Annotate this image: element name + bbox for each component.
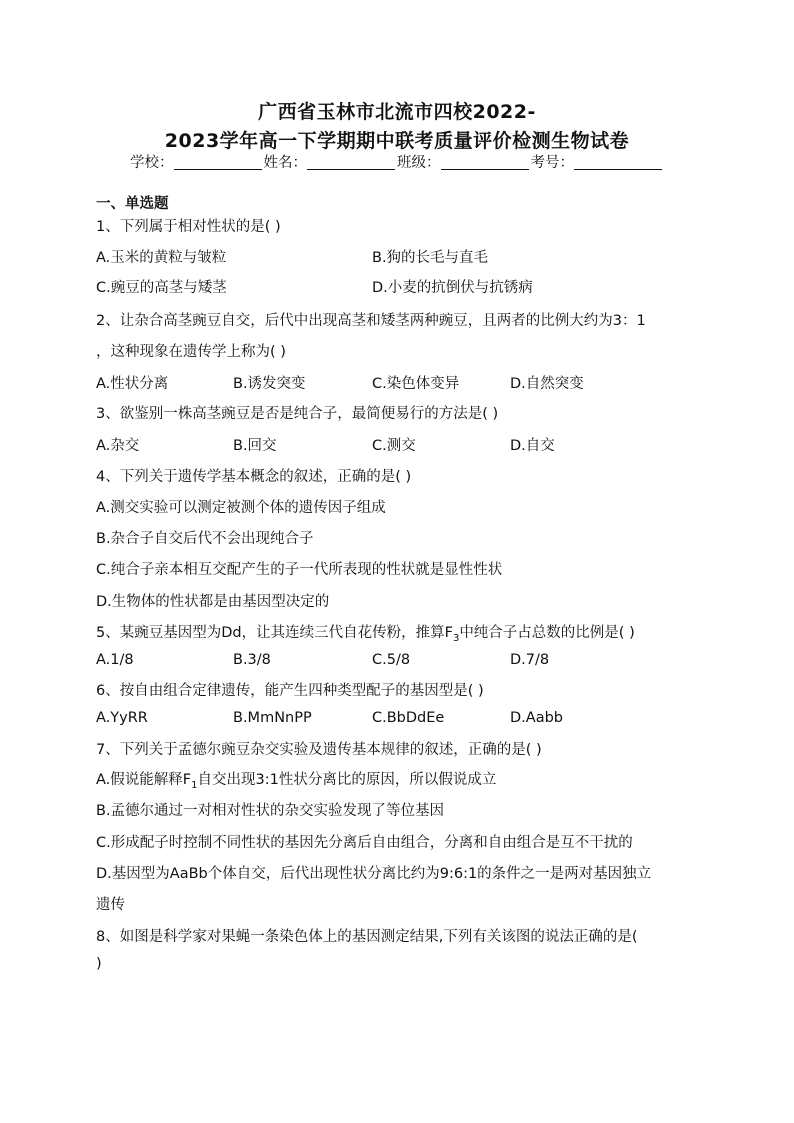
- q2-option-d[interactable]: D.自然突变: [510, 376, 584, 392]
- exam-title-line1: 广西省玉林市北流市四校2022-: [258, 101, 536, 123]
- school-label: 学校：: [130, 155, 174, 171]
- q3-option-d[interactable]: D.自交: [510, 438, 555, 454]
- q5-stem-subscript: 3: [452, 632, 460, 644]
- question-1-stem: 1、下列属于相对性状的是( ): [96, 219, 281, 235]
- q7-option-d-line1[interactable]: D.基因型为AaBb个体自交，后代出现性状分离比约为9:6:1的条件之一是两对基因独立: [96, 866, 652, 882]
- question-2-stem-line1: 2、让杂合高茎豌豆自交，后代中出现高茎和矮茎两种豌豆，且两者的比例大约为3：1: [96, 313, 646, 329]
- q1-option-a[interactable]: A.玉米的黄粒与皱粒: [96, 250, 227, 266]
- q2-option-b[interactable]: B.诱发突变: [233, 376, 306, 392]
- q5-stem-pre: 5、某豌豆基因型为Dd，让其连续三代自花传粉，推算F: [96, 625, 453, 641]
- q4-option-c[interactable]: C.纯合子亲本相互交配产生的子一代所表现的性状就是显性性状: [96, 562, 503, 578]
- name-blank[interactable]: [307, 155, 395, 170]
- q6-option-a[interactable]: A.YyRR: [96, 710, 148, 726]
- q4-option-b[interactable]: B.杂合子自交后代不会出现纯合子: [96, 531, 314, 547]
- q3-option-c[interactable]: C.测交: [372, 438, 416, 454]
- q2-option-c[interactable]: C.染色体变异: [372, 376, 460, 392]
- q4-option-d[interactable]: D.生物体的性状都是由基因型决定的: [96, 594, 330, 610]
- q5-option-b[interactable]: B.3/8: [233, 652, 271, 668]
- exam-title-line2: 2023学年高一下学期期中联考质量评价检测生物试卷: [164, 130, 630, 152]
- question-8-stem-line2: ): [96, 956, 102, 972]
- question-6-stem: 6、按自由组合定律遗传，能产生四种类型配子的基因型是( ): [96, 683, 484, 699]
- q3-option-a[interactable]: A.杂交: [96, 438, 140, 454]
- class-label: 班级：: [397, 155, 441, 171]
- q1-option-c[interactable]: C.豌豆的高茎与矮茎: [96, 280, 227, 296]
- q5-option-d[interactable]: D.7/8: [510, 652, 550, 668]
- q2-option-a[interactable]: A.性状分离: [96, 376, 169, 392]
- q7-option-c[interactable]: C.形成配子时控制不同性状的基因先分离后自由组合，分离和自由组合是互不干扰的: [96, 835, 633, 851]
- class-blank[interactable]: [441, 155, 529, 170]
- question-8-stem-line1: 8、如图是科学家对果蝇一条染色体上的基因测定结果,下列有关该图的说法正确的是(: [96, 929, 638, 945]
- q7-option-a-subscript: 1: [191, 779, 198, 791]
- q5-option-a[interactable]: A.1/8: [96, 652, 134, 668]
- exam-number-blank[interactable]: [574, 155, 662, 170]
- q6-option-d[interactable]: D.Aabb: [510, 710, 563, 726]
- q7-option-a-pre: A.假说能解释F: [96, 772, 192, 788]
- name-label: 姓名：: [263, 155, 307, 171]
- student-info-row: [0, 151, 794, 172]
- q7-option-a-post: 自交出现3:1性状分离比的原因，所以假说成立: [197, 772, 497, 788]
- exam-number-label: 考号：: [530, 155, 574, 171]
- question-3-stem: 3、欲鉴别一株高茎豌豆是否是纯合子，最简便易行的方法是( ): [96, 406, 499, 422]
- q7-option-d-line2[interactable]: 遗传: [96, 897, 125, 913]
- q5-stem-post: 中纯合子占总数的比例是( ): [459, 625, 635, 641]
- school-blank[interactable]: [174, 155, 262, 170]
- q1-option-b[interactable]: B.狗的长毛与直毛: [372, 250, 489, 266]
- q6-option-b[interactable]: B.MmNnPP: [233, 710, 312, 726]
- q4-option-a[interactable]: A.测交实验可以测定被测个体的遗传因子组成: [96, 500, 386, 516]
- q7-option-b[interactable]: B.孟德尔通过一对相对性状的杂交实验发现了等位基因: [96, 803, 445, 819]
- q1-option-d[interactable]: D.小麦的抗倒伏与抗锈病: [372, 280, 533, 296]
- question-4-stem: 4、下列关于遗传学基本概念的叙述，正确的是( ): [96, 469, 412, 485]
- question-5-stem: [96, 621, 635, 644]
- question-2-stem-line2: ，这种现象在遗传学上称为( ): [96, 344, 286, 360]
- q6-option-c[interactable]: C.BbDdEe: [372, 710, 445, 726]
- q5-option-c[interactable]: C.5/8: [372, 652, 411, 668]
- q3-option-b[interactable]: B.回交: [233, 438, 277, 454]
- section-title: 一、单选题: [96, 196, 169, 212]
- question-7-stem: 7、下列关于孟德尔豌豆杂交实验及遗传基本规律的叙述，正确的是( ): [96, 742, 542, 758]
- q7-option-a[interactable]: [96, 768, 496, 791]
